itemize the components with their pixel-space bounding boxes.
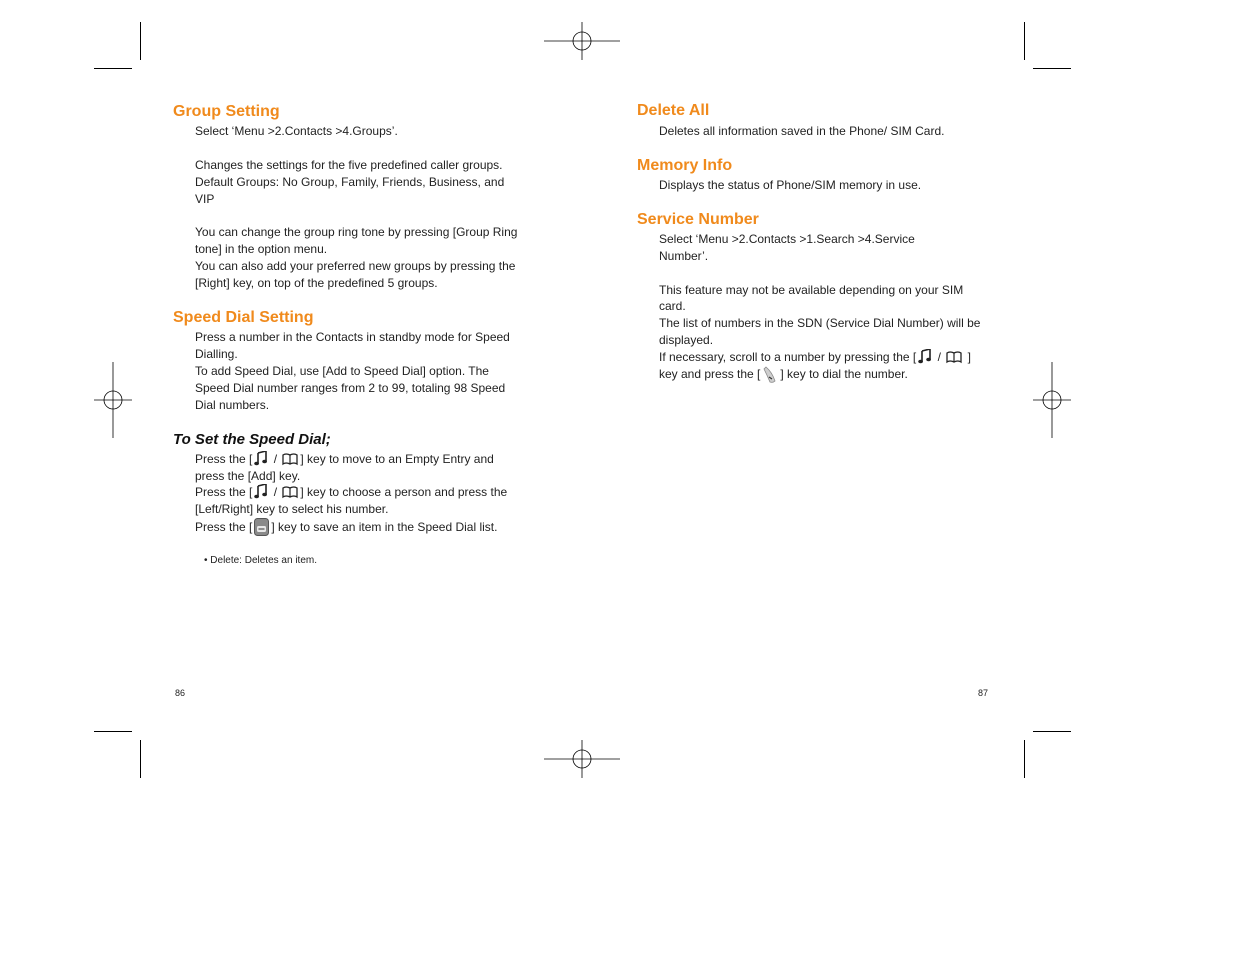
step-text: If necessary, scroll to a number by pressing the [ xyxy=(659,350,917,364)
service-number-line xyxy=(659,349,971,366)
slash-text: / xyxy=(273,485,278,499)
delete-bullet: • Delete: Deletes an item. xyxy=(204,555,317,566)
group-setting-line: Default Groups: No Group, Family, Friends, Business, and xyxy=(195,175,505,189)
slash-text: / xyxy=(937,350,941,364)
set-speed-dial-step: [Left/Right] key to select his number. xyxy=(195,502,389,516)
speed-dial-line: To add Speed Dial, use [Add to Speed Dial] option. The xyxy=(195,364,489,378)
registration-mark xyxy=(544,740,620,778)
service-number-line: This feature may not be available depending on your SIM xyxy=(659,283,964,297)
send-key-icon xyxy=(762,366,778,384)
step-text: Press the [ xyxy=(195,485,253,499)
speed-dial-line: Speed Dial number ranges from 2 to 99, totaling 98 Speed xyxy=(195,381,506,395)
service-number-line: The list of numbers in the SDN (Service Dial Number) will be xyxy=(659,316,981,330)
step-text: key and press the [ xyxy=(659,367,761,381)
service-number-line: card. xyxy=(659,299,686,313)
crop-mark xyxy=(1024,22,1025,60)
step-text: ] key to save an item in the Speed Dial list. xyxy=(271,520,498,534)
registration-mark xyxy=(1033,362,1071,438)
service-number-line xyxy=(659,366,908,384)
phonebook-icon xyxy=(282,453,298,466)
step-text: Press the [ xyxy=(195,452,253,466)
speed-dial-line: Dial numbers. xyxy=(195,398,270,412)
speed-dial-heading: Speed Dial Setting xyxy=(173,309,314,326)
service-number-line: displayed. xyxy=(659,333,714,347)
page-number-right: 87 xyxy=(978,688,989,698)
crop-mark xyxy=(1033,68,1071,69)
crop-mark xyxy=(140,22,141,60)
group-setting-line: Changes the settings for the five predefined caller groups. xyxy=(195,158,503,172)
set-speed-dial-step: press the [Add] key. xyxy=(195,469,301,483)
memory-info-text: Displays the status of Phone/SIM memory in use. xyxy=(659,178,922,192)
speed-dial-line: Press a number in the Contacts in standby mode for Speed xyxy=(195,330,510,344)
group-setting-line: [Right] key, on top of the predefined 5 groups. xyxy=(195,276,438,290)
group-setting-line: You can change the group ring tone by pressing [Group Ring xyxy=(195,225,518,239)
group-setting-line: You can also add your preferred new groups by pressing the xyxy=(195,259,516,273)
speed-dial-line: Dialling. xyxy=(195,347,238,361)
registration-mark xyxy=(94,362,132,438)
slash-text: / xyxy=(273,452,278,466)
step-text: ] key to move to an Empty Entry and xyxy=(300,452,494,466)
crop-mark xyxy=(1024,740,1025,778)
page-number-left: 86 xyxy=(175,688,186,698)
set-speed-dial-step xyxy=(195,451,494,468)
crop-mark xyxy=(94,731,132,732)
phonebook-icon xyxy=(946,351,962,364)
step-text: Press the [ xyxy=(195,520,253,534)
group-setting-select-text: Select ‘Menu >2.Contacts >4.Groups’. xyxy=(195,124,398,138)
set-speed-dial-step xyxy=(195,518,497,536)
step-text: ] xyxy=(967,350,971,364)
step-text: ] key to dial the number. xyxy=(780,367,908,381)
music-note-icon xyxy=(918,349,932,364)
set-speed-dial-heading: To Set the Speed Dial; xyxy=(173,431,331,448)
delete-all-heading: Delete All xyxy=(637,102,710,119)
memory-info-heading: Memory Info xyxy=(637,157,733,174)
delete-all-text: Deletes all information saved in the Phone/ SIM Card. xyxy=(659,124,945,138)
crop-mark xyxy=(94,68,132,69)
crop-mark xyxy=(1033,731,1071,732)
registration-mark xyxy=(544,22,620,60)
group-setting-heading: Group Setting xyxy=(173,103,280,120)
music-note-icon xyxy=(254,484,268,499)
step-text: ] key to choose a person and press the xyxy=(300,485,508,499)
phonebook-icon xyxy=(282,486,298,499)
crop-mark xyxy=(140,740,141,778)
service-number-heading: Service Number xyxy=(637,211,759,228)
service-number-line: Number’. xyxy=(659,249,709,263)
ok-key-icon xyxy=(254,518,269,536)
group-setting-line: VIP xyxy=(195,192,215,206)
set-speed-dial-step xyxy=(195,484,507,501)
group-setting-line: tone] in the option menu. xyxy=(195,242,328,256)
music-note-icon xyxy=(254,451,268,466)
service-number-line: Select ‘Menu >2.Contacts >1.Search >4.Service xyxy=(659,232,915,246)
